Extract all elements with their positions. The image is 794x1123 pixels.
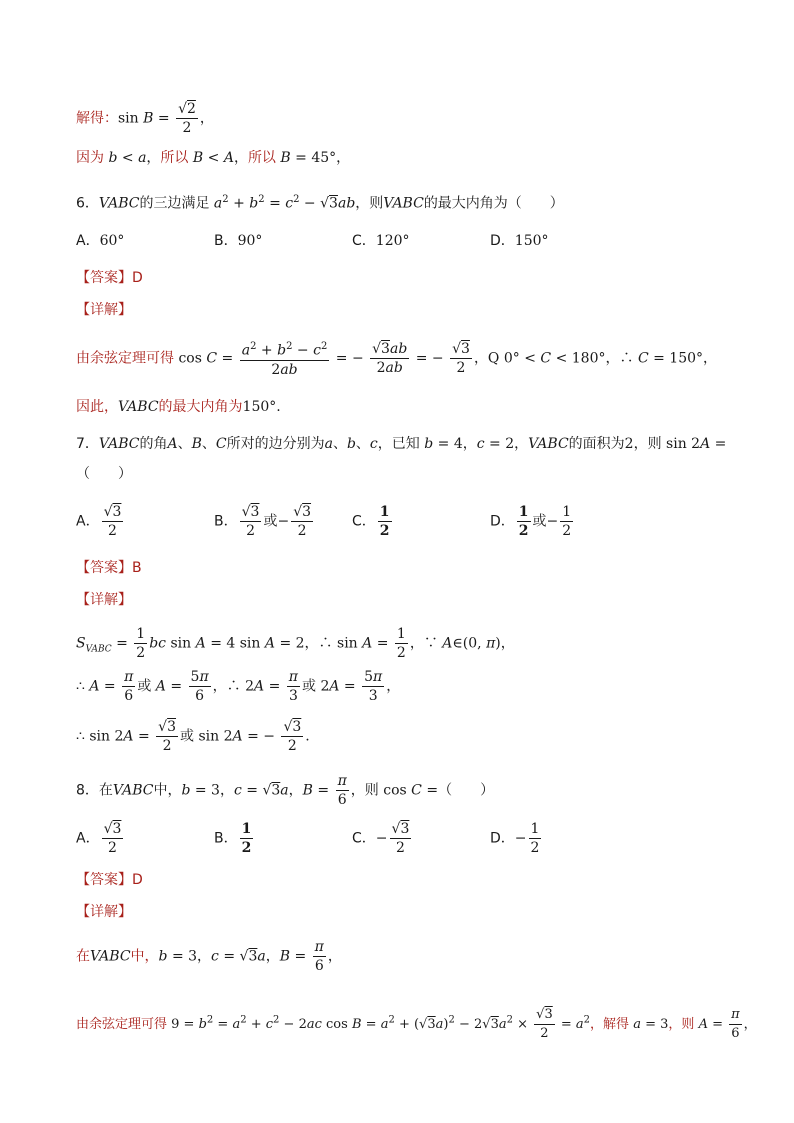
q7-option-d[interactable]: D． $\frac{1}{2}$ 或− $\frac{1}{2}$ xyxy=(490,504,572,539)
q7-option-b[interactable]: B． $\frac{√3}{2}$ 或− $\frac{√3}{2}$ xyxy=(214,504,312,539)
q8-option-a[interactable]: A． $\frac{√3}{2}$ xyxy=(76,821,122,856)
q7-option-a[interactable]: A． $\frac{√3}{2}$ xyxy=(76,504,122,539)
q6-answer: 【答案】D xyxy=(76,270,143,286)
question-7-stem: 7．VABC的角A、B、C所对的边分别为a、b、c，已知 b = 4，c = 2，VABC的面积为2，则 sin 2A = xyxy=(76,436,727,452)
question-8-stem: 8．在VABC中，b = 3，c = √3a，B = $\frac{\pi}{6}$ ，则 cos C =（ ） xyxy=(76,773,495,808)
question-6-stem: 6．VABC的三边满足 $a^2 + b^2 = c^2 - √3ab$，则VABC的最大内角为（ ） xyxy=(76,194,564,212)
solution-line-sinB: 解得：sin B = $\frac{√2}{2}$ ， xyxy=(76,101,214,136)
q7-work-result: ∴ sin 2A = $\frac{√3}{2}$ 或 sin 2A = − $\frac{√3}{2}$ . xyxy=(76,719,310,754)
q8-option-c[interactable]: C．− $\frac{√3}{2}$ xyxy=(352,821,410,856)
q7-answer: 【答案】B xyxy=(76,560,142,576)
q8-work-cosine: 由余弦定理可得 $9 = b^2 = a^2 + c^2 - 2ac$ $\cos B = a^2 + (√3a)^2 - 2√3a^2$ × $\frac{√3}{2}$ = $a^2$，解得 a = 3，则 A = $\frac{\pi}{6}$ ， xyxy=(76,1007,757,1041)
q8-work-given: 在VABC中，b = 3，c = √3a，B = $\frac{\pi}{6}$ ， xyxy=(76,939,342,974)
q6-detail-heading: 【详解】 xyxy=(76,302,132,318)
q6-work-cosine: 由余弦定理可得 cos C = $\frac{a^2 + b^2 - c^2}{2ab}$ = − $\frac{√3ab}{2ab}$ = − $\frac{√3}{2}$ ，Q 0° < C < 180°，∴ C = 150°， xyxy=(76,338,734,379)
label-jiede: 解得： xyxy=(76,110,118,127)
q7-work-area: $S_{VABC}$ = $\frac{1}{2}$ bc sin A = 4 sin A = 2，∴ sin A = $\frac{1}{2}$ ，∵ A∈(0, π)， xyxy=(76,626,515,661)
solution-line-B45: 因为 b < a，所以 B < A，所以 B = 45°， xyxy=(76,150,351,166)
q6-conclusion: 因此，VABC的最大内角为150°. xyxy=(76,399,281,415)
q8-option-b[interactable]: B． $\frac{1}{2}$ xyxy=(214,821,252,856)
q6-option-a[interactable]: A．60° xyxy=(76,233,125,249)
q8-detail-heading: 【详解】 xyxy=(76,904,132,920)
q7-work-angles: ∴ A = $\frac{\pi}{6}$ 或 A = $\frac{5\pi}{6}$ ，∴ 2A = $\frac{\pi}{3}$ 或 2A = $\frac{5\pi}{3}$ ， xyxy=(76,669,401,704)
question-7-stem-paren: （ ） xyxy=(76,466,132,482)
q8-option-d[interactable]: D．− $\frac{1}{2}$ xyxy=(490,821,540,856)
q6-option-c[interactable]: C．120° xyxy=(352,233,410,249)
q6-option-d[interactable]: D．150° xyxy=(490,233,549,249)
q7-detail-heading: 【详解】 xyxy=(76,592,132,608)
q8-answer: 【答案】D xyxy=(76,872,143,888)
q7-option-c[interactable]: C． $\frac{1}{2}$ xyxy=(352,504,390,539)
q6-option-b[interactable]: B．90° xyxy=(214,233,263,249)
